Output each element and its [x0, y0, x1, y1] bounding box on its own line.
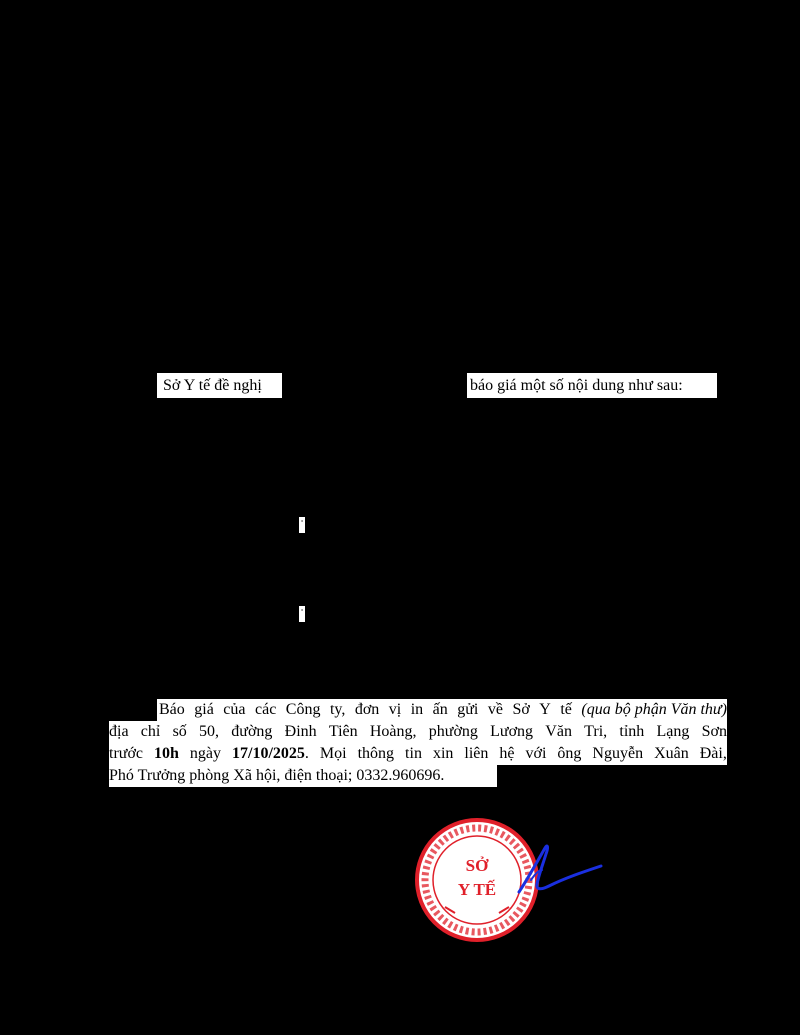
line-3-word: tin — [405, 745, 422, 762]
line-1-word: ty, — [329, 701, 346, 718]
line-3-word: với — [525, 745, 547, 762]
paragraph-line-1 — [157, 699, 727, 721]
line-2-word: số — [172, 723, 187, 740]
deadline-date: 17/10/2025. — [232, 745, 309, 762]
line-1-word: Y — [539, 701, 551, 718]
handwritten-signature — [515, 840, 610, 900]
line-1-word: giá — [194, 701, 214, 718]
intro-text-right: báo giá một số nội dung như sau: — [467, 373, 717, 398]
line-1-word: của — [223, 701, 246, 718]
line-2-word: Tri, — [584, 723, 608, 740]
line-1-word: Công — [285, 701, 321, 718]
list-marker-2: ˈ — [299, 606, 305, 621]
line-2-word: Đinh — [284, 723, 317, 740]
line-3-word: thông — [357, 745, 395, 762]
line-1-word: vị — [388, 701, 402, 718]
line-3-word: xin — [432, 745, 454, 762]
line-3-period: . — [304, 745, 309, 762]
line-2-word: Hoàng, — [369, 723, 417, 740]
line-2-word: phường — [428, 723, 478, 740]
line-1-word: in — [410, 701, 424, 718]
line-2-word: Văn — [545, 723, 572, 740]
line-1-word: đơn — [354, 701, 380, 718]
line-2-word: chỉ — [140, 723, 161, 740]
line-1-word: Sở — [512, 701, 530, 718]
line-1-word: Báo — [159, 701, 185, 718]
line-1-word: về — [487, 701, 503, 718]
line-2-word: 50, — [199, 723, 220, 740]
line-2-word: Tiên — [328, 723, 358, 740]
line-3-word: Nguyễn — [592, 745, 644, 762]
line-3-word: liên — [464, 745, 489, 762]
line-2-word: Sơn — [701, 723, 727, 740]
intro-text-left: Sở Y tế đề nghị — [157, 373, 282, 398]
line-1-word: ấn — [432, 701, 448, 718]
line-2-word: Lương — [490, 723, 534, 740]
line-2-word: địa — [109, 723, 129, 740]
seal-center-line-1: SỞ — [465, 856, 489, 875]
seal-center-line-2: Y TẾ — [457, 880, 497, 899]
line-3-word: hệ — [499, 745, 515, 762]
line-3-word: ông — [557, 745, 582, 762]
line-3-word: Xuân — [654, 745, 689, 762]
line-1-word: gửi — [457, 701, 479, 718]
line-1-word: tế — [560, 701, 572, 718]
line-3-word-date-prefix: ngày — [189, 745, 222, 762]
line-3-word: Mọi — [319, 745, 347, 762]
paragraph-line-3 — [109, 743, 727, 765]
paragraph-line-4: Phó Trưởng phòng Xã hội, điện thoại; 0332.960696. — [109, 765, 497, 787]
list-marker-1: ˈ — [299, 517, 305, 532]
line-2-word: tỉnh — [619, 723, 645, 740]
line-2-word: đường — [231, 723, 273, 740]
line-3-word: Đài, — [699, 745, 727, 762]
paragraph-line-2 — [109, 721, 727, 743]
deadline-time: 10h — [154, 745, 179, 762]
line-1-italic-note: (qua bộ phận Văn thư) — [581, 701, 727, 718]
line-3-word-before: trước — [109, 745, 144, 762]
line-2-word: Lạng — [656, 723, 690, 740]
line-1-word: các — [254, 701, 277, 718]
